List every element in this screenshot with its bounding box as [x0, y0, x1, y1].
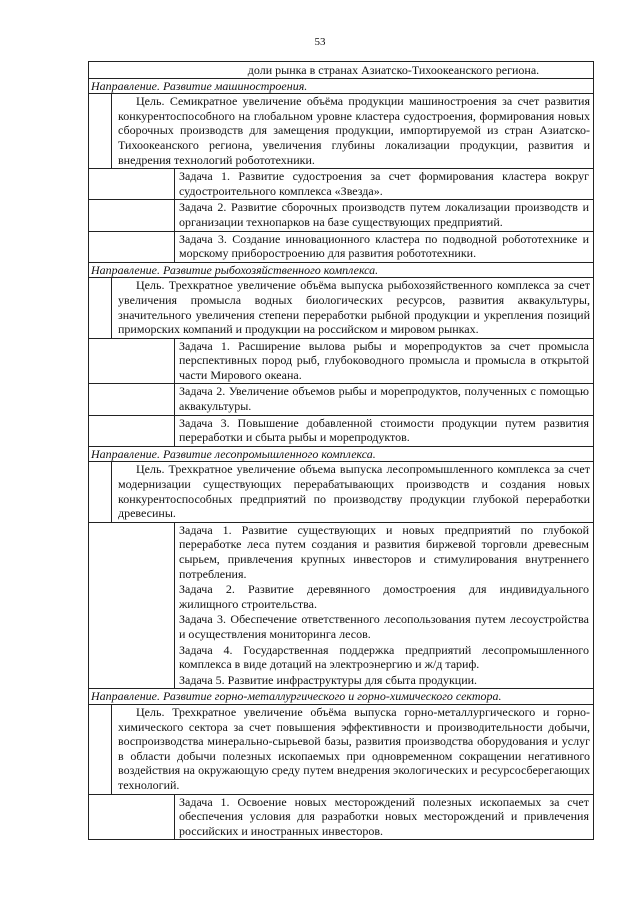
- task-item: Задача 1. Освоение новых месторождений полезных ископаемых за счет обеспечения условия для разработки новых месторождений и привлечения российских и иностранных инвесторов.: [174, 795, 593, 840]
- goal-text: Цель. Трехкратное увеличение объёма выпуска горно-металлургического и горно-химического сектора за счет повышения эффективности и производительности добычи, воспроизводства минерально-сырьевой базы, развития производства оборудования и услуг в области добычи полезных ископаемых при одновременном сокращении негативного воздействия на окружающую среду путем внедрения экологических и ресурсосберегающих технологий.: [111, 705, 593, 794]
- task-item: Задача 1. Развитие существующих и новых предприятий по глубокой переработке леса путем создания и развития биржевой торговли древесным сырьем, привлечения крупных инвесторов и стимулирования внутреннего потребления.: [174, 523, 593, 582]
- direction-heading: Направление. Развитие машиностроения.: [89, 78, 593, 94]
- task-item: Задача 1. Развитие судостроения за счет формирования кластера вокруг судостроительного комплекса «Звезда».: [174, 169, 593, 199]
- task-item: Задача 3. Создание инновационного кластера по подводной робототехнике и морскому приборостроению для развития робототехники.: [174, 232, 593, 262]
- task-item: Задача 5. Развитие инфраструктуры для сбыта продукции.: [174, 673, 593, 689]
- direction-heading: Направление. Развитие рыбохозяйственного комплекса.: [89, 262, 593, 278]
- goal-text: Цель. Семикратное увеличение объёма продукции машиностроения за счет развития конкурентоспособного на глобальном уровне кластера судостроения, формирования новых сборочных производств для замещения продукции, импортируемой из стран Азиатско-Тихоокеанского региона, увеличения глубины локализации продукции, развития и внедрения технологий робототехники.: [111, 94, 593, 168]
- continuation-text: доли рынка в странах Азиатско-Тихоокеанского региона.: [89, 61, 593, 78]
- task-item: Задача 4. Государственная поддержка предприятий лесопромышленного комплекса в виде дотаций на электроэнергию и ж/д тариф.: [174, 643, 593, 673]
- direction-heading: Направление. Развитие лесопромышленного комплекса.: [89, 446, 593, 462]
- goal-text: Цель. Трехкратное увеличение объема выпуска лесопромышленного комплекса за счет модернизации существующих перерабатывающих производств и создания новых конкурентоспособных предприятий по производству продукции глубокой переработки древесины.: [111, 462, 593, 521]
- task-item: Задача 2. Увеличение объемов рыбы и морепродуктов, полученных с помощью аквакультуры.: [174, 384, 593, 414]
- task-item: Задача 2. Развитие сборочных производств путем локализации производств и организации технопарков на базе существующих предприятий.: [174, 200, 593, 230]
- strategy-table: [88, 61, 594, 840]
- task-item: Задача 1. Расширение вылова рыбы и морепродуктов за счет промысла перспективных пород рыб, глубоководного промысла и промысла в открытой части Мирового океана.: [174, 339, 593, 384]
- page-number: 53: [314, 36, 326, 48]
- task-item: Задача 2. Развитие деревянного домостроения для индивидуального жилищного строительства.: [174, 582, 593, 612]
- goal-text: Цель. Трехкратное увеличение объёма выпуска рыбохозяйственного комплекса за счет увеличения промысла водных биологических ресурсов, развития аквакультуры, значительного увеличения степени переработки рыбной продукции и укрепления позиций приморских компаний и продукции на российском и мировом рынках.: [111, 278, 593, 337]
- task-item: Задача 3. Обеспечение ответственного лесопользования путем лесоустройства и осуществления мониторинга лесов.: [174, 612, 593, 642]
- direction-heading: Направление. Развитие горно-металлургического и горно-химического сектора.: [89, 688, 593, 704]
- task-item: Задача 3. Повышение добавленной стоимости продукции путем развития переработки и сбыта рыбы и морепродуктов.: [174, 416, 593, 446]
